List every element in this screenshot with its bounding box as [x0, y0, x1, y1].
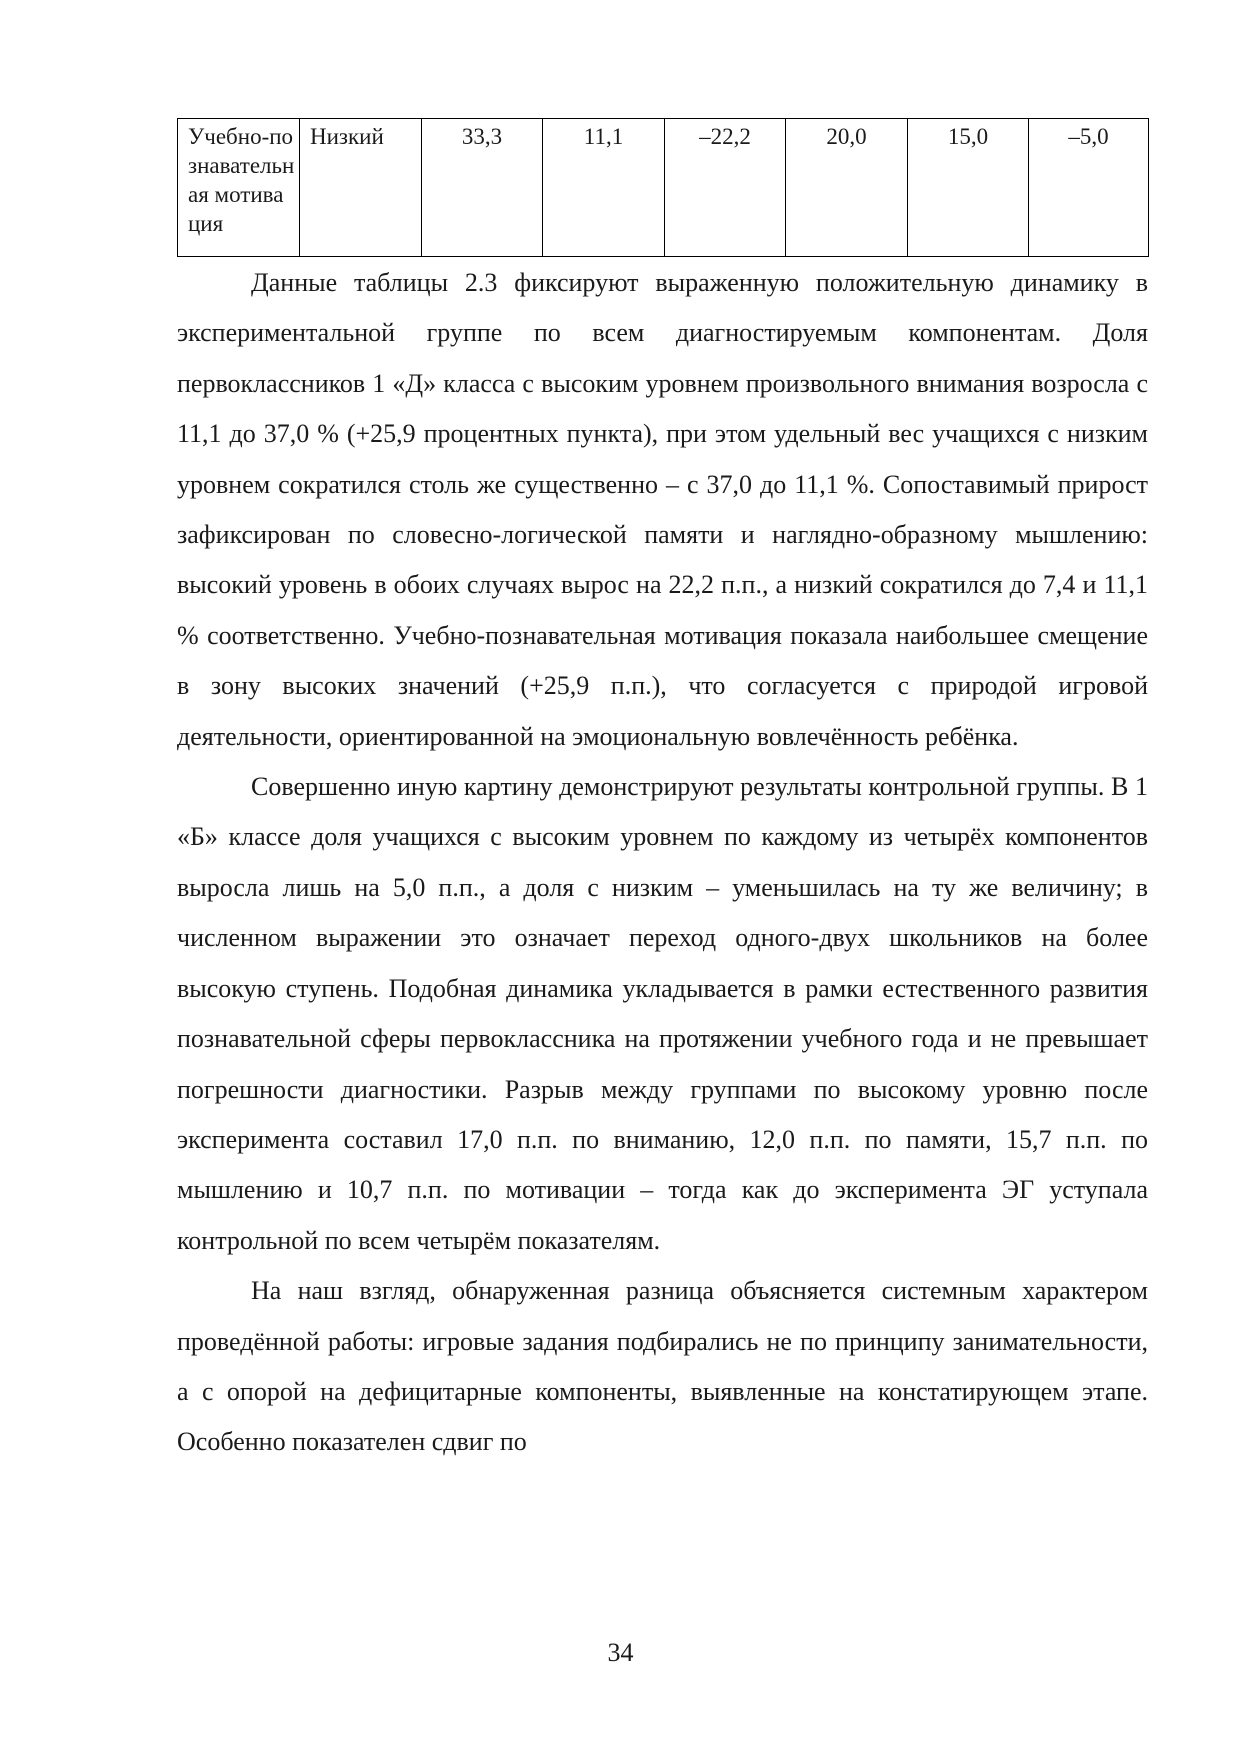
level-cell: Низкий [300, 119, 422, 257]
value-cell: 33,3 [422, 119, 543, 257]
paragraph: Данные таблицы 2.3 фиксируют выраженную положительную динамику в экспериментальной группе по всем диагностируемым компонентам. Доля первоклассников 1 «Д» класса с высоким уровнем произвольного внимания возросла с 11,1 до 37,0 % (+25,9 процентных пункта), при этом удельный вес учащихся с низким уровнем сократился столь же существенно – с 37,0 до 11,1 %. Сопоставимый прирост зафиксирован по словесно-логической памяти и наглядно-образному мышлению: высокий уровень в обоих случаях вырос на 22,2 п.п., а низкий сократился до 7,4 и 11,1 % соответственно. Учебно-познавательная мотивация показала наибольшее смещение в зону высоких значений (+25,9 п.п.), что согласуется с природой игровой деятельности, ориентированной на эмоциональную вовлечённость ребёнка. [177, 268, 1148, 751]
value-cell: 20,0 [786, 119, 908, 257]
page-number: 34 [607, 1638, 634, 1667]
value-cell: –22,2 [665, 119, 786, 257]
results-table-fragment [177, 118, 1149, 257]
paragraph: Совершенно иную картину демонстрируют результаты контрольной группы. В 1 «Б» классе доля учащихся с высоким уровнем по каждому из четырёх компонентов выросла лишь на 5,0 п.п., а доля с низким – уменьшилась на ту же величину; в численном выражении это означает переход одного-двух школьников на более высокую ступень. Подобная динамика укладывается в рамки естественного развития познавательной сферы первоклассника на протяжении учебного года и не превышает погрешности диагностики. Разрыв между группами по высокому уровню после эксперимента составил 17,0 п.п. по вниманию, 12,0 п.п. по памяти, 15,7 п.п. по мышлению и 10,7 п.п. по мотивации – тогда как до эксперимента ЭГ уступала контрольной по всем четырём показателям. [177, 772, 1148, 1255]
value-cell: 15,0 [908, 119, 1029, 257]
component-cell: Учебно-познавательная мотивация [178, 119, 300, 257]
value-cell: 11,1 [543, 119, 665, 257]
value-cell: –5,0 [1029, 119, 1149, 257]
paragraph: На наш взгляд, обнаруженная разница объясняется системным характером проведённой работы: игровые задания подбирались не по принципу занимательности, а с опорой на дефицитарные компоненты, выявленные на констатирующем этапе. Особенно показателен сдвиг по [177, 1276, 1148, 1457]
body-text [177, 258, 1148, 1468]
table-row [178, 119, 1149, 257]
